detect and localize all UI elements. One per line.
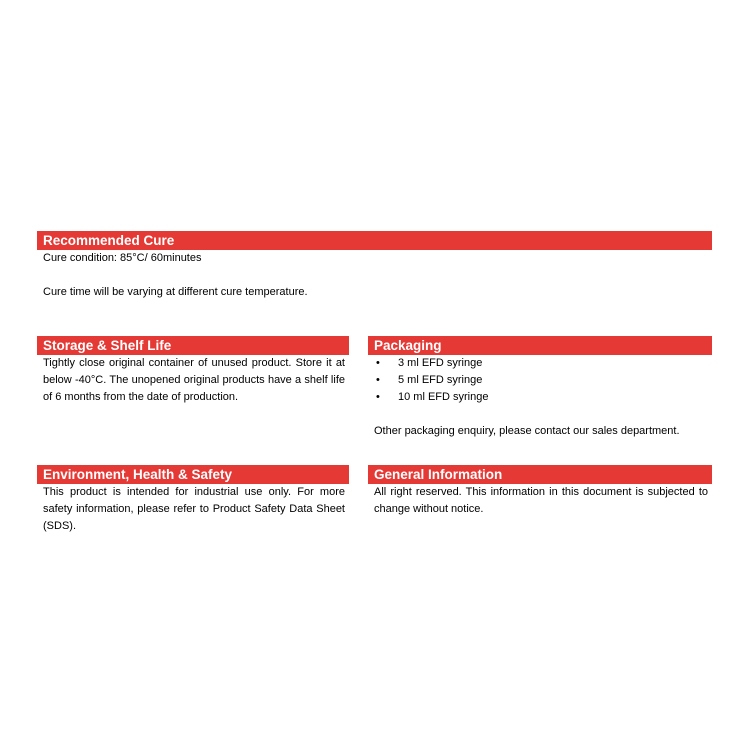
packaging-item-label: 3 ml EFD syringe xyxy=(398,357,483,369)
recommended-cure-section xyxy=(37,231,712,301)
bullet-icon: • xyxy=(376,357,380,369)
list-item xyxy=(374,372,712,389)
cure-condition-text: Cure condition: 85°C/ 60minutes xyxy=(43,252,202,264)
ehs-text: This product is intended for industrial use only. For more safety information, please refer to Product Safety Data Sheet (SDS). xyxy=(43,486,345,532)
packaging-item-label: 5 ml EFD syringe xyxy=(398,374,483,386)
list-item xyxy=(374,355,712,372)
general-information-section xyxy=(368,465,712,518)
spacer xyxy=(368,406,712,423)
packaging-list xyxy=(368,355,712,406)
storage-shelf-life-heading: Storage & Shelf Life xyxy=(37,336,349,355)
cure-time-text: Cure time will be varying at different cure temperature. xyxy=(43,286,308,298)
list-item xyxy=(374,389,712,406)
spacer xyxy=(37,267,712,284)
environment-health-safety-heading: Environment, Health & Safety xyxy=(37,465,349,484)
bullet-icon: • xyxy=(376,374,380,386)
packaging-note: Other packaging enquiry, please contact our sales department. xyxy=(374,425,680,437)
packaging-heading: Packaging xyxy=(368,336,712,355)
general-information-heading: General Information xyxy=(368,465,712,484)
environment-health-safety-section xyxy=(37,465,349,535)
storage-text: Tightly close original container of unused product. Store it at below -40°C. The unopened original products have a shelf life of 6 months from the date of production. xyxy=(43,357,345,403)
bullet-icon: • xyxy=(376,391,380,403)
recommended-cure-heading: Recommended Cure xyxy=(37,231,712,250)
packaging-item-label: 10 ml EFD syringe xyxy=(398,391,489,403)
storage-shelf-life-section xyxy=(37,336,349,406)
packaging-section xyxy=(368,336,712,440)
general-text: All right reserved. This information in this document is subjected to change without notice. xyxy=(374,486,708,515)
